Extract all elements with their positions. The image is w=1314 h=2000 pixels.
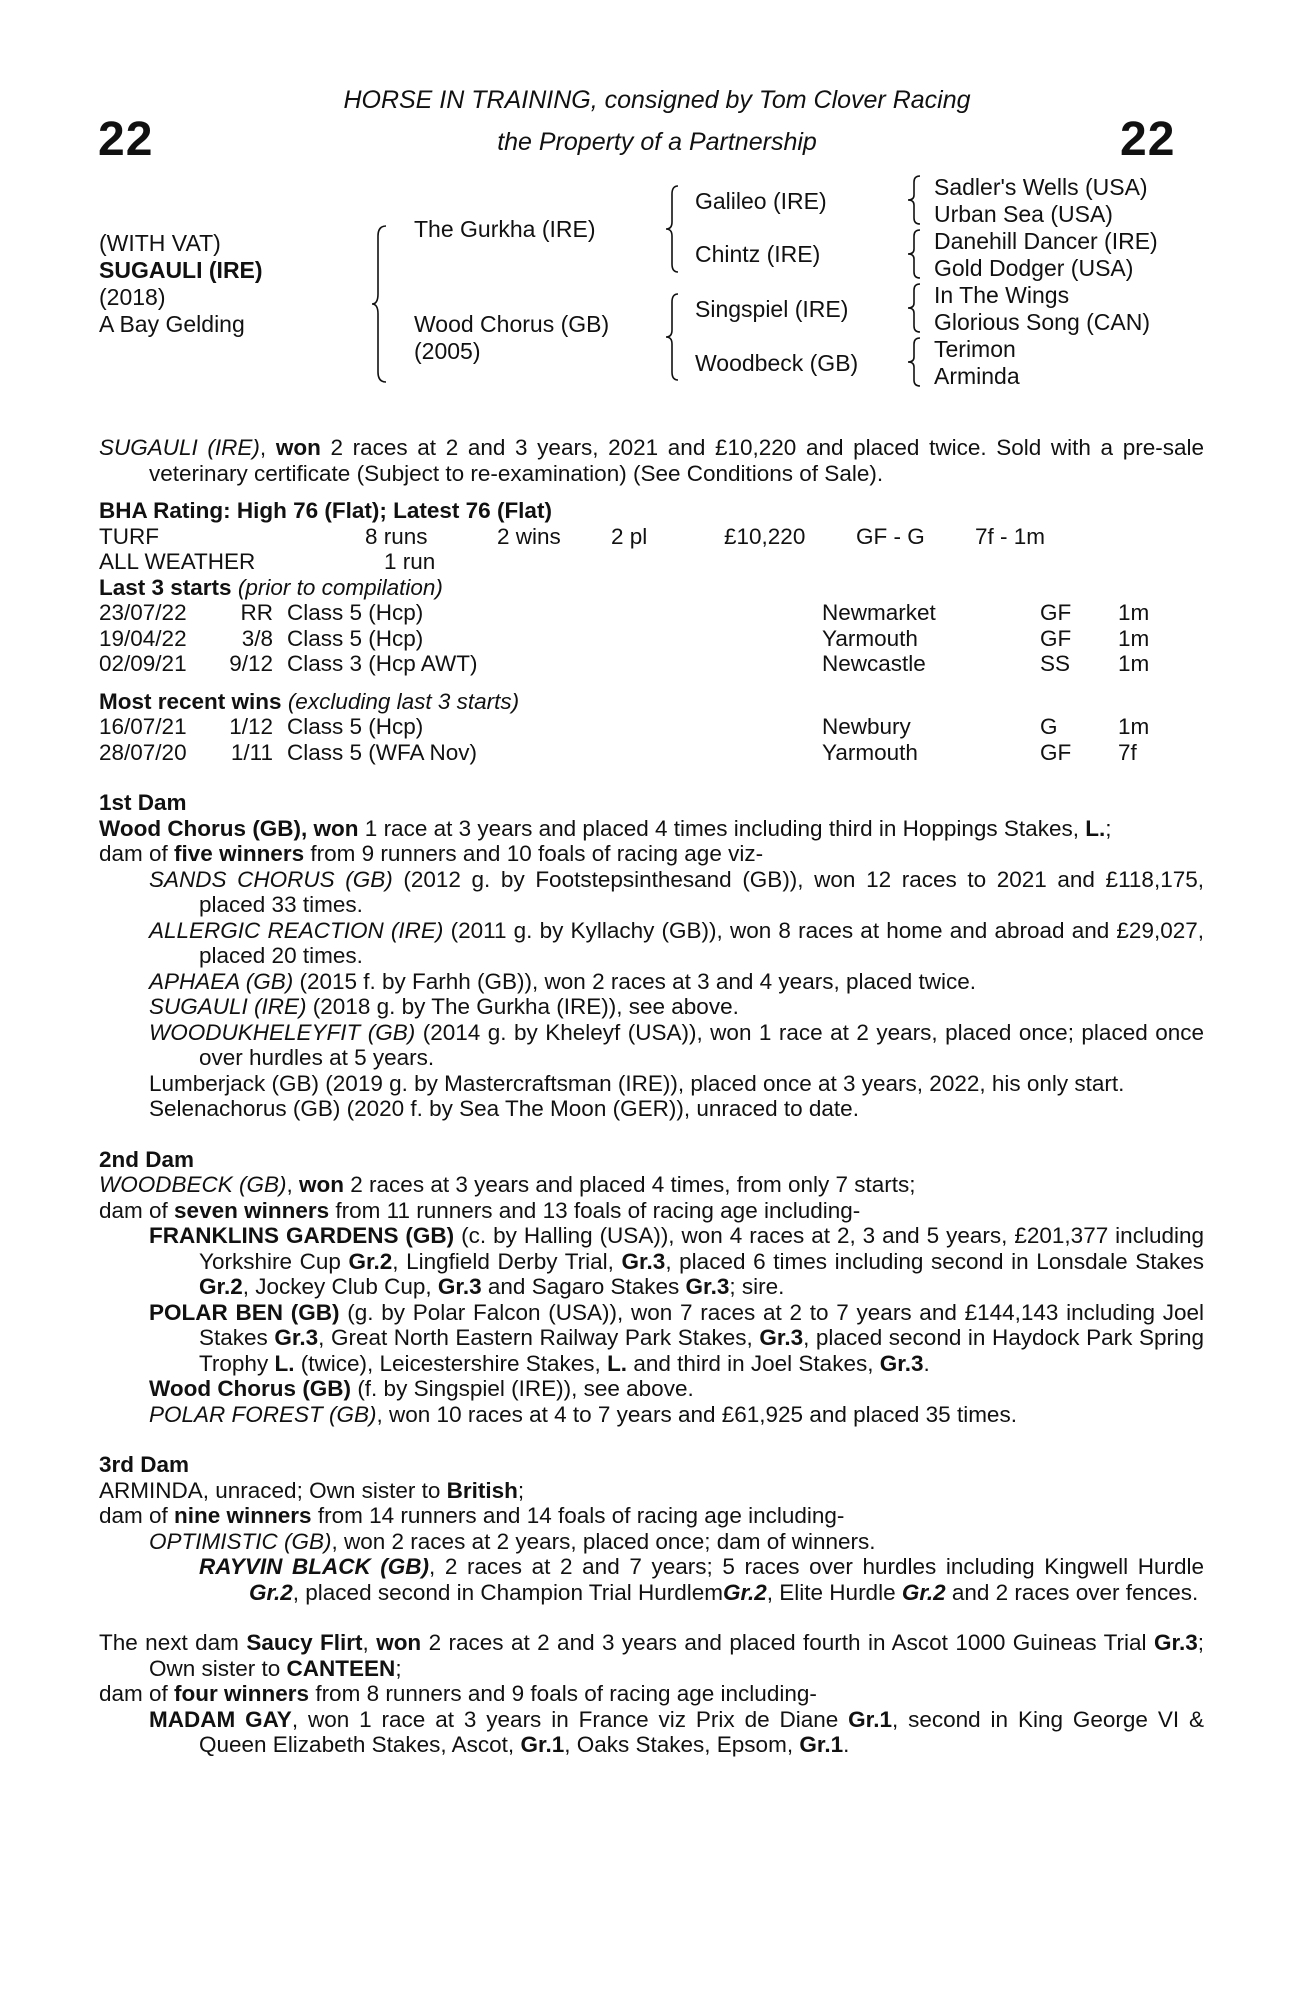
race-position: 9/12 — [229, 651, 273, 676]
foal-text: , placed second in Haydock Park Spring Trophy — [199, 1325, 1204, 1376]
consignor-line: HORSE IN TRAINING, consigned by Tom Clover Racing — [343, 86, 971, 114]
dam3-intro — [99, 1478, 1204, 1504]
turf-wins: 2 wins — [497, 523, 561, 549]
wins-title: Most recent wins — [99, 688, 282, 714]
g3-1: Sadler's Wells (USA) — [934, 174, 1148, 200]
next-dam-foal-madam-gay — [99, 1707, 1204, 1758]
dam1-foal-2 — [99, 918, 1204, 969]
race-distance: 1m — [1118, 625, 1150, 651]
foal-text: , Oaks Stakes, Epsom, — [564, 1732, 800, 1757]
g3-5: In The Wings — [934, 282, 1070, 308]
foal-text: ; sire. — [729, 1274, 785, 1299]
turf-placed: 2 pl — [611, 523, 648, 549]
foal-text: , second in King George VI & Queen Elizabeth Stakes, Ascot, — [199, 1706, 1204, 1757]
grade: Gr.3 — [274, 1325, 319, 1350]
dam3-end: ; — [517, 1477, 525, 1503]
pedigree-brace-main — [372, 224, 396, 384]
race-class: Class 5 (Hcp) — [287, 714, 424, 739]
wins-table — [99, 714, 1204, 765]
summary-text: 2 races at 2 and 3 years, 2021 and £10,220 and placed twice. Sold with a pre-sale veterinary certificate (Subject to re-examination) (See Conditions of Sale). — [149, 435, 1204, 486]
dam2-title: 2nd Dam — [99, 1146, 195, 1172]
dam1-foal-3 — [99, 969, 1204, 995]
aw-label: ALL WEATHER — [99, 549, 256, 574]
foal-text: and 2 races over fences. — [945, 1579, 1199, 1605]
pedigree-brace-dam — [666, 292, 686, 382]
horse-description: A Bay Gelding — [99, 311, 245, 337]
next-dam-d1: dam of — [99, 1681, 175, 1706]
race-position: 1/11 — [230, 739, 273, 765]
grade: Gr.2 — [723, 1579, 767, 1605]
foal-text: , won 10 races at 4 to 7 years and £61,925 and placed 35 times. — [376, 1401, 1017, 1427]
g3-8: Arminda — [934, 363, 1020, 389]
dam1-foal-4 — [99, 994, 1204, 1020]
recent-win-row — [99, 714, 1204, 740]
grade: Gr.2 — [901, 1579, 946, 1605]
grade: Gr.1 — [848, 1706, 892, 1732]
dam1-text: 1 race at 3 years and placed 4 times including third in Hoppings Stakes, — [358, 815, 1086, 841]
dam3-text: ARMINDA, unraced; Own sister to — [99, 1477, 447, 1503]
bha-rating: BHA Rating: High 76 (Flat); Latest 76 (Flat) — [99, 498, 552, 523]
wins-note: (excluding last 3 starts) — [287, 688, 520, 714]
last3-title: Last 3 starts — [99, 574, 232, 600]
turf-going: GF - G — [856, 523, 925, 549]
dam3-title: 3rd Dam — [99, 1452, 190, 1477]
dam1-d3: from 9 runners and 10 foals of racing age viz- — [304, 841, 764, 866]
foal-name: RAYVIN BLACK (GB) — [199, 1554, 430, 1579]
turf-label: TURF — [99, 523, 159, 549]
next-dam-sister: CANTEEN — [286, 1655, 396, 1681]
last3-row — [99, 600, 1204, 626]
last3-table — [99, 600, 1204, 677]
turf-record-row — [99, 524, 1204, 550]
dam2-d3: from 11 runners and 13 foals of racing age including- — [329, 1197, 861, 1223]
race-date: 02/09/21 — [99, 651, 187, 676]
last3-note: (prior to compilation) — [237, 574, 443, 600]
grade: L. — [274, 1350, 295, 1376]
pedigree-brace-g1 — [908, 174, 924, 226]
turf-runs: 8 runs — [365, 523, 428, 549]
foal-name: POLAR FOREST (GB) — [149, 1401, 377, 1427]
foal-text: (c. by Halling (USA)), won 4 races at 2, 3 and 5 years, £201,377 including Yorkshire Cup — [199, 1223, 1204, 1274]
property-line: the Property of a Partnership — [497, 128, 817, 156]
grade: Gr.3 — [621, 1248, 666, 1274]
foal-text: (f. by Singspiel (IRE)), see above. — [351, 1376, 694, 1401]
g3-4: Gold Dodger (USA) — [934, 255, 1134, 281]
next-dam-text: ; — [395, 1655, 402, 1681]
next-dam-produce-line — [99, 1681, 1204, 1707]
grade: Gr.1 — [520, 1732, 565, 1757]
foal-text: , Lingfield Derby Trial, — [392, 1248, 622, 1274]
dam3-grandfoal-rayvin — [99, 1554, 1204, 1605]
grade: L. — [607, 1350, 628, 1376]
race-distance: 1m — [1118, 714, 1150, 739]
race-class: Class 5 (Hcp) — [287, 625, 424, 651]
race-distance: 1m — [1118, 600, 1150, 625]
dam2-foal-polar-ben — [99, 1300, 1204, 1377]
race-distance: 7f — [1118, 739, 1137, 765]
dam2-sep: , — [286, 1172, 300, 1197]
foal-name: WOODUKHELEYFIT (GB) — [149, 1019, 416, 1045]
foal-text: (2011 g. by Kyllachy (GB)), won 8 races at home and abroad and £29,027, placed 20 times. — [199, 917, 1204, 968]
race-going: GF — [1040, 600, 1072, 625]
foal-text: and third in Joel Stakes, — [627, 1350, 880, 1376]
dam1-produce-line — [99, 841, 1204, 867]
aw-record-row — [99, 549, 1204, 575]
foal-text: , Jockey Club Cup, — [242, 1274, 438, 1299]
foal-text: , won 1 race at 3 years in France viz Prix de Diane — [291, 1706, 849, 1732]
foal-name: SANDS CHORUS (GB) — [149, 866, 393, 892]
foal-text: , placed second in Champion Trial Hurdlem — [292, 1579, 723, 1605]
sire-sire-name: Galileo (IRE) — [695, 188, 827, 214]
dam3-sister: British — [446, 1477, 518, 1503]
foal-name: ALLERGIC REACTION (IRE) — [149, 917, 444, 943]
foal-text: . — [843, 1732, 850, 1757]
race-class: Class 5 (Hcp) — [287, 600, 424, 625]
foal-text: , 2 races at 2 and 7 years; 5 races over hurdles including Kingwell Hurdle — [429, 1554, 1204, 1579]
dam2-produce-line — [99, 1198, 1204, 1224]
vat-note: (WITH VAT) — [99, 230, 221, 256]
horse-year: (2018) — [99, 284, 166, 310]
race-position: 1/12 — [229, 714, 273, 739]
pedigree-brace-sire — [666, 184, 686, 274]
grade: Gr.3 — [759, 1325, 804, 1350]
g3-2: Urban Sea (USA) — [934, 201, 1113, 227]
g3-3: Danehill Dancer (IRE) — [934, 228, 1158, 254]
race-date: 19/04/22 — [99, 625, 187, 651]
dam1-foal-1 — [99, 867, 1204, 918]
dam1-end: ; — [1105, 815, 1112, 841]
foal-name: SUGAULI (IRE) — [149, 994, 307, 1019]
foal-text: , Elite Hurdle — [766, 1579, 902, 1605]
dam2-intro — [99, 1172, 1204, 1198]
race-going: G — [1040, 714, 1058, 739]
race-course: Newcastle — [822, 651, 926, 676]
dam1-d1: dam of — [99, 841, 175, 866]
race-course: Yarmouth — [822, 739, 918, 765]
next-dam-text: , — [362, 1630, 377, 1655]
foal-text: , placed 6 times including second in Lonsdale Stakes — [665, 1248, 1204, 1274]
foal-name: MADAM GAY — [149, 1706, 292, 1732]
g3-7: Terimon — [934, 336, 1016, 362]
race-date: 16/07/21 — [99, 714, 187, 739]
race-course: Newbury — [822, 714, 911, 739]
next-dam-winners: four winners — [174, 1681, 310, 1706]
race-going: SS — [1040, 651, 1071, 676]
dam3-d3: from 14 runners and 14 foals of racing age including- — [311, 1503, 845, 1528]
last3-row — [99, 651, 1204, 677]
grade: Gr.3 — [879, 1350, 924, 1376]
dam1-title: 1st Dam — [99, 790, 187, 815]
catalogue-body — [99, 435, 1204, 1758]
pedigree-brace-g4 — [908, 336, 924, 388]
turf-distance: 7f - 1m — [975, 523, 1046, 549]
dam-dam-name: Woodbeck (GB) — [695, 350, 859, 376]
race-position: 3/8 — [241, 625, 273, 651]
foal-name: Wood Chorus (GB) — [149, 1376, 352, 1401]
dam2-foal-wood-chorus — [99, 1376, 1204, 1402]
grade: Gr.2 — [249, 1579, 293, 1605]
g3-6: Glorious Song (CAN) — [934, 309, 1151, 335]
last3-heading — [99, 575, 1204, 601]
aw-runs: 1 run — [384, 549, 436, 574]
dam2-foal-franklins — [99, 1223, 1204, 1300]
dam1-foal-5 — [99, 1020, 1204, 1071]
race-course: Newmarket — [822, 600, 936, 625]
dam1-name: Wood Chorus (GB), won — [99, 815, 359, 841]
race-date: 28/07/20 — [99, 739, 187, 765]
race-class: Class 3 (Hcp AWT) — [287, 651, 478, 676]
next-dam-text: 2 races at 2 and 3 years and placed fourth in Ascot 1000 Guineas Trial — [421, 1630, 1154, 1655]
grade: Gr.3 — [437, 1274, 482, 1299]
grade: Gr.3 — [685, 1274, 730, 1299]
foal-text: , won 2 races at 2 years, placed once; dam of winners. — [331, 1528, 876, 1554]
sire-name: The Gurkha (IRE) — [414, 216, 596, 242]
dam-name: Wood Chorus (GB) — [414, 311, 610, 337]
dam2-foal-polar-forest — [99, 1402, 1204, 1428]
dam-sire-name: Singspiel (IRE) — [695, 296, 849, 322]
dam-year: (2005) — [414, 338, 481, 364]
next-dam-text: ; Own sister to — [149, 1630, 1204, 1681]
dam2-name: WOODBECK (GB) — [99, 1172, 287, 1197]
wins-heading — [99, 689, 1204, 715]
horse-name: SUGAULI (IRE) — [99, 257, 263, 283]
foal-text: (2012 g. by Footstepsinthesand (GB)), won 12 races to 2021 and £118,175, placed 33 times. — [199, 866, 1204, 917]
grade: Gr.2 — [348, 1248, 393, 1274]
dam3-d1: dam of — [99, 1503, 175, 1528]
foal-name: POLAR BEN (GB) — [149, 1299, 340, 1325]
dam1-foal-6: Lumberjack (GB) (2019 g. by Mastercraftsman (IRE)), placed once at 3 years, 2022, his only start. — [149, 1070, 1125, 1096]
grade: Gr.1 — [799, 1732, 844, 1757]
foal-name: OPTIMISTIC (GB) — [149, 1528, 332, 1554]
next-dam-d3: from 8 runners and 9 foals of racing age including- — [309, 1681, 817, 1706]
foal-name: APHAEA (GB) — [149, 968, 294, 994]
race-course: Yarmouth — [822, 625, 918, 651]
pedigree-brace-g3 — [908, 282, 924, 334]
next-dam-text: The next dam — [99, 1630, 247, 1655]
race-distance: 1m — [1118, 651, 1150, 676]
race-date: 23/07/22 — [99, 600, 187, 625]
dam2-text: 2 races at 3 years and placed 4 times, from only 7 starts; — [344, 1172, 916, 1197]
foal-text: . — [923, 1350, 930, 1376]
race-class: Class 5 (WFA Nov) — [287, 739, 478, 765]
foal-text: (2018 g. by The Gurkha (IRE)), see above. — [306, 994, 739, 1019]
summary-horse-name: SUGAULI (IRE) — [99, 435, 260, 460]
next-dam-won: won — [376, 1630, 422, 1655]
grade: Gr.2 — [199, 1274, 243, 1299]
summary-won: won — [275, 435, 321, 460]
sire-dam-name: Chintz (IRE) — [695, 241, 821, 267]
turf-prize: £10,220 — [724, 523, 806, 549]
summary-paragraph: SUGAULI (IRE), won 2 races at 2 and 3 years, 2021 and £10,220 and placed twice. Sold with a pre-sale veterinary certificate (Subject to re-examination) (See Conditions of Sale). — [99, 435, 1204, 486]
foal-name: FRANKLINS GARDENS (GB) — [149, 1223, 455, 1248]
next-dam-intro — [99, 1630, 1204, 1681]
last3-row — [99, 626, 1204, 652]
dam3-foal-optimistic — [99, 1529, 1204, 1555]
dam2-d1: dam of — [99, 1197, 175, 1223]
lot-number-right: 22 — [1120, 113, 1176, 166]
foal-text: (2014 g. by Kheleyf (USA)), won 1 race at 2 years, placed once; placed once over hurdles at 5 years. — [199, 1019, 1204, 1070]
recent-win-row — [99, 740, 1204, 766]
race-position: RR — [240, 600, 273, 625]
dam1-winners: five winners — [174, 841, 305, 866]
dam3-winners: nine winners — [174, 1503, 312, 1528]
foal-text: (g. by Polar Falcon (USA)), won 7 races at 2 to 7 years and £144,143 including Joel Stakes — [199, 1299, 1205, 1350]
pedigree-brace-g2 — [908, 228, 924, 280]
dam3-produce-line — [99, 1503, 1204, 1529]
dam2-winners: seven winners — [174, 1197, 330, 1223]
foal-text: and Sagaro Stakes — [481, 1274, 686, 1299]
dam1-foal-7: Selenachorus (GB) (2020 f. by Sea The Moon (GER)), unraced to date. — [149, 1096, 859, 1121]
next-dam-name: Saucy Flirt — [246, 1630, 363, 1655]
dam2-won: won — [299, 1172, 345, 1197]
foal-text: (2015 f. by Farhh (GB)), won 2 races at 3 and 4 years, placed twice. — [293, 968, 977, 994]
lot-number-left: 22 — [98, 113, 154, 166]
race-going: GF — [1040, 625, 1072, 651]
foal-text: , Great North Eastern Railway Park Stakes, — [318, 1325, 760, 1350]
dam1-listed: L. — [1085, 815, 1106, 841]
race-going: GF — [1040, 739, 1072, 765]
dam1-intro — [99, 816, 1204, 842]
grade: Gr.3 — [1153, 1630, 1198, 1655]
foal-text: (twice), Leicestershire Stakes, — [294, 1350, 608, 1376]
